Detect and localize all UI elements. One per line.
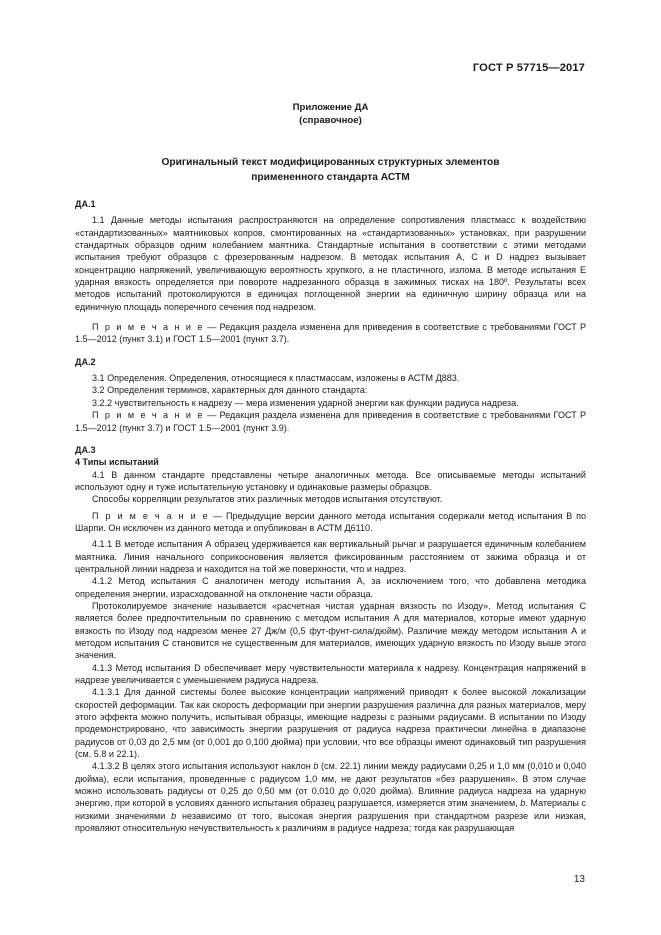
section-heading-da2: ДА.2 [75,356,96,367]
document-body [75,198,586,835]
paragraph: Протоколируемое значение называется «расчетная чистая ударная вязкость по Изоду». Метод испытания С является более предпочтительным по сравнению с методом испытания А для материалов, которые имеют ударную вязкость по Изоду под надрезом менее 27 Дж/м (0,5 фут-фунт-сила/дюйм). Различие между методом испытания А и методом испытания С становится не существенным для материалов, имеющих ударную вязкость по Изоду выше этого значения. [75,600,586,661]
document-code: ГОСТ Р 57715—2017 [472,62,585,74]
note-text: — Редакция раздела изменена для приведения в соответствие с требованиями ГОСТ Р 1.5—2012 (пункт 3.7) и ГОСТ 1.5—2001 (пункт 3.9). [75,410,586,433]
note-text: — Редакция раздела изменена для приведения в соответствие с требованиями ГОСТ Р 1.5—2012 (пункт 3.1) и ГОСТ 1.5—2001 (пункт 3.7). [75,322,586,345]
text-run: . Материалы с низкими значениями [75,798,586,821]
italic-variable: b [520,798,526,809]
paragraph: 3.1 Определения. Определения, относящиеся к пластмассам, изложены в АСТМ Д883. [92,373,460,384]
main-title-line-1: Оригинальный текст модифицированных структурных элементов [161,157,500,168]
appendix-subtitle: (справочное) [299,115,362,126]
note [75,321,586,346]
note-text: — Предыдущие версии данного метода испытания содержали метод испытания В по Шарпи. Он исключен из данного метода и опубликован в АСТМ Д6110. [75,510,587,533]
page-number: 13 [573,874,585,885]
text-run: независимо от того, высокая энергия разрушения при стандартном разрезе или низкая, проявляют относительную нечувствительность к различиям в радиусе надреза; тогда как разрушающая [75,810,587,834]
note-label: П р и м е ч а н и е [92,322,205,333]
note [75,409,586,434]
section-heading-da3: ДА.3 [75,444,96,455]
text-run: (см. 22.1) линии между радиусами 0,25 и 1,0 мм (0,010 и 0,040 дюйма), если испытания, проведенные с радиусом 1,0 мм, не дают результатов «без разрушения». В этом случае можно использовать радиусы от 0,25 до 0,50 мм (от 0,010 до 0,020 дюйма). Влияние радиуса надреза на ударную энергию, при которой в условиях данного испытания образец разрушается, измеряется этим значением, [75,761,586,809]
subsection-heading: 4 Типы испытаний [75,457,159,468]
section-heading-da1: ДА.1 [75,199,96,209]
note-label: П р и м е ч а н и е [92,510,210,521]
paragraph [75,760,586,834]
italic-variable: b [313,761,319,772]
main-title-line-2: примененного стандарта АСТМ [251,172,410,183]
paragraph: 1.1 Данные методы испытания распространяются на определение сопротивления пластмасс к воздействию «стандартизованных» маятниковых копров, смонтированных на «стандартизованных» установках, при разрушении стандартных образцов одним колебанием маятника. Стандартные испытания в соответствии с этими методами испытания требуют образцов с фрезерованным надрезом. В методах испытания А, С и D надрез вызывает концентрацию напряжений, увеличивающую вероятность хрупкого, а не пластичного, излома. В методе испытания Е ударная вязкость определяется при повороте надрезанного образца в зажимных тисках на 180º. Результаты всех методов испытаний протоколируются в единицах поглощенной энергии на единичную ширину образца или на единичную площадь поперечного сечения под надрезом. [75,215,586,312]
italic-variable: b [171,810,177,821]
paragraph: 4.1.3.1 Для данной системы более высокие концентрации напряжений приводят к более высокой локализации скоростей деформации. Так как скорость деформации при энергии разрушения различна для разных материалов, меру этого эффекта можно получить, испытывая образцы, имеющие надрезы с разными радиусами. В испытании по Изоду продемонстрировано, что зависимость энергии разрушения от радиуса надреза практически линейна в диапазоне радиусов от 0,03 до 2,5 мм (от 0,001 до 0,100 дюйма) при условии, что все образцы имеют одинаковый тип разрушения (см. 5.8 и 22.1). [75,687,586,760]
text-run: 4.1.3.2 В целях этого испытания используют наклон [92,761,314,772]
paragraph: 4.1.3 Метод испытания D обеспечивает меру чувствительности материала к надрезу. Концентрация напряжений в надрезе увеличивается с уменьшением радиуса надреза. [75,662,586,686]
paragraph: 3.2.2 чувствительность к надрезу — мера изменения ударной энергии как функции радиуса надреза. [92,397,519,408]
paragraph: 3.2 Определения терминов, характерных для данного стандарта: [92,385,368,396]
note [75,510,586,535]
paragraph: 4.1 В данном стандарте представлены четыре аналогичных метода. Все описываемые методы испытаний используют одну и туже испытательную установку и одинаковые размеры образцов. [75,469,586,492]
appendix-title: Приложение ДА [292,102,369,113]
note-label: П р и м е ч а н и е [92,410,205,421]
paragraph: 4.1.1 В методе испытания А образец удерживается как вертикальный рычаг и разрушается единичным колебанием маятника. Линия начального соприкосновения является фиксированным расстоянием от зажима образца и от центральной линии надреза и находится на той же поверхности, что и надрез. [75,539,586,574]
paragraph: 4.1.2 Метод испытания С аналогичен методу испытания А, за исключением того, что добавлена методика определения энергии, израсходованной на отклонение части образца. [75,576,586,599]
paragraph: Способы корреляции результатов этих различных методов испытания отсутствуют. [92,494,443,505]
